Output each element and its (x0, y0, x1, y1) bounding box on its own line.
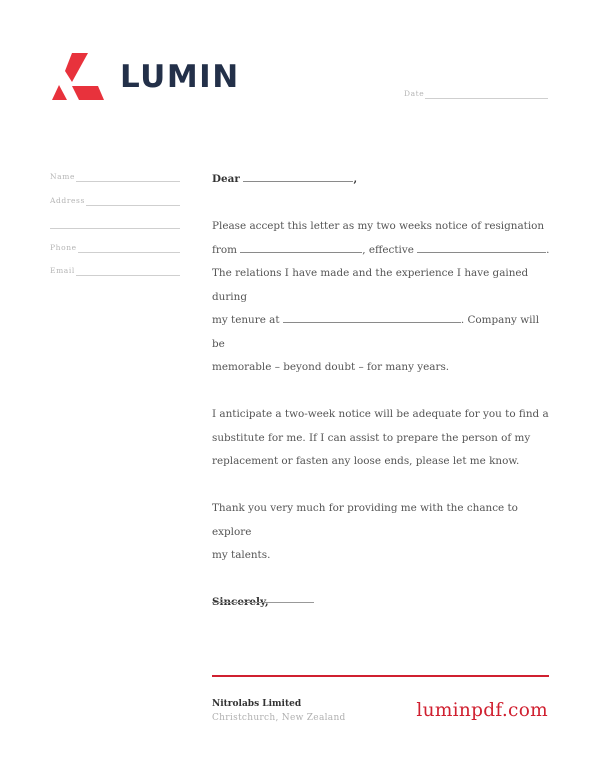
para3-line2: my talents. (212, 549, 271, 561)
para1-line3: The relations I have made and the experience I have gained during (212, 267, 529, 303)
date-label: Date (404, 89, 425, 98)
address-line-2-input-line[interactable] (50, 221, 180, 229)
para1-line2 (212, 239, 552, 263)
paragraph-3 (212, 497, 552, 568)
para2-line1: I anticipate a two-week notice will be adequate for you to find a (212, 408, 549, 420)
name-input-line[interactable] (76, 174, 180, 182)
name-field[interactable] (50, 172, 180, 182)
address-label: Address (50, 195, 85, 205)
date-field[interactable] (404, 89, 548, 99)
effective-date-blank[interactable] (417, 244, 546, 253)
phone-label: Phone (50, 242, 77, 252)
signature-line[interactable] (212, 602, 314, 603)
letter-body (212, 168, 552, 615)
from-blank[interactable] (240, 244, 362, 253)
salutation-comma: , (353, 173, 358, 185)
para1-line4 (212, 309, 552, 356)
address-input-line[interactable] (86, 198, 180, 206)
sender-info-fields (50, 172, 180, 290)
date-input-line[interactable] (425, 91, 548, 99)
phone-input-line[interactable] (78, 245, 180, 253)
brand-wordmark: LUMIN (120, 59, 240, 95)
para1-line1: Please accept this letter as my two weeks notice of resignation (212, 220, 545, 232)
phone-field[interactable] (50, 243, 180, 253)
address-field[interactable] (50, 196, 180, 206)
recipient-blank[interactable] (243, 173, 353, 182)
email-label: Email (50, 266, 75, 275)
paragraph-2 (212, 403, 552, 474)
company-location: Christchurch, New Zealand (212, 713, 346, 723)
name-label: Name (50, 172, 75, 181)
para3-line1: Thank you very much for providing me with the chance to explore (212, 502, 518, 538)
address-line-2-field[interactable] (50, 219, 180, 229)
footer-divider (212, 675, 549, 677)
effective-label: , effective (362, 243, 414, 256)
closing: Sincerely, (212, 596, 269, 608)
paragraph-1 (212, 215, 552, 380)
para1-line5: memorable – beyond doubt – for many years. (212, 361, 450, 373)
tenure-suffix: . Company will be (212, 314, 540, 350)
email-field[interactable] (50, 266, 180, 276)
company-name: Nitrolabs Limited (212, 699, 302, 709)
email-input-line[interactable] (76, 268, 180, 276)
para2-line3: replacement or fasten any loose ends, please let me know. (212, 455, 520, 467)
website-link[interactable]: luminpdf.com (416, 700, 548, 721)
para2-line2: substitute for me. If I can assist to prepare the person of my (212, 431, 531, 444)
from-label: from (212, 243, 237, 256)
salutation-text: Dear (212, 173, 240, 185)
salutation (212, 168, 552, 192)
tenure-label: my tenure at (212, 314, 280, 326)
lumin-logo-icon (52, 53, 104, 100)
effective-period: . (546, 243, 550, 256)
company-blank[interactable] (283, 314, 461, 323)
